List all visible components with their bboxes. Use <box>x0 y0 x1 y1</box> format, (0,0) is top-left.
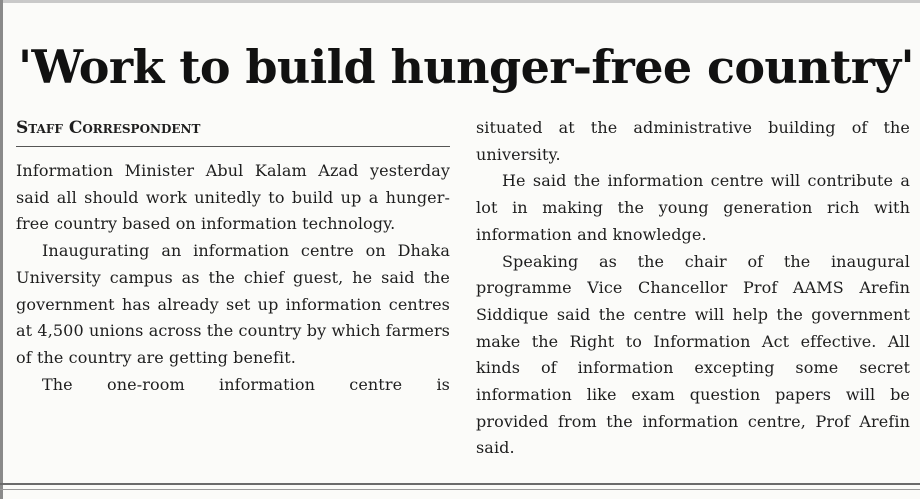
paragraph-4: He said the information centre will contribute a lot in making the young generation rich with information and knowledge. <box>476 171 910 244</box>
paragraph-1: Information Minister Abul Kalam Azad yesterday said all should work unitedly to build up a hunger-free country based on information technology. <box>16 161 450 234</box>
left-border <box>0 0 3 499</box>
top-border <box>0 0 920 3</box>
byline-divider <box>16 146 450 147</box>
headline: 'Work to build hunger-free country' <box>18 40 915 94</box>
left-column <box>16 158 450 398</box>
paragraph-5: Speaking as the chair of the inaugural programme Vice Chancellor Prof AAMS Arefin Siddique said the centre will help the government make the Right to Information Act effective. All kinds of information excepting some secret information like exam question papers will be provided from the information centre, Prof Arefin said. <box>476 251 910 458</box>
bottom-border <box>0 483 920 485</box>
bottom-border-secondary <box>0 489 920 490</box>
byline <box>16 116 450 140</box>
paragraph-3-continued: situated at the administrative building of the university. <box>476 118 910 164</box>
paragraph-3: The one-room information centre is <box>42 374 450 394</box>
paragraph-2: Inaugurating an information centre on Dhaka University campus as the chief guest, he said the government has already set up information centres at 4,500 unions across the country by which farmers of the country are getting benefit. <box>16 241 450 367</box>
byline-text: Staff Correspondent <box>16 118 201 138</box>
right-column <box>476 115 910 462</box>
